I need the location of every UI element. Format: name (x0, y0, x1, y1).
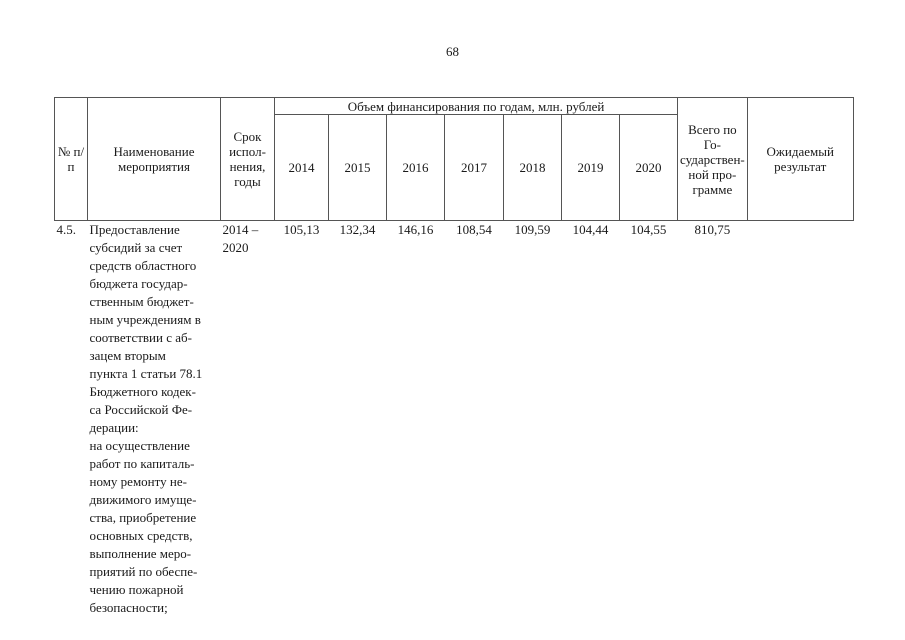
description-line: субсидий за счет (89, 240, 183, 255)
description-line: ным учреждениям в (89, 312, 201, 327)
table-row (55, 221, 854, 618)
description-line: зацем вторым (89, 348, 166, 363)
row-description (88, 221, 221, 618)
page-number: 68 (446, 44, 459, 59)
description-line: соответствии с аб- (89, 330, 192, 345)
header-year-2020: 2020 (620, 115, 678, 221)
header-expected-result: Ожидаемый результат (747, 98, 853, 221)
header-name: Наименование мероприятия (88, 98, 221, 221)
description-line: са Российской Фе- (89, 402, 193, 417)
header-year-2015: 2015 (329, 115, 387, 221)
description-line: движимого имуще- (89, 492, 197, 507)
header-total: Всего по Го- сударствен- ной про- грамме (678, 98, 748, 221)
description-line: чению пожарной (89, 582, 184, 597)
description-line: на осуществление (89, 438, 190, 453)
description-line: пункта 1 статьи 78.1 (89, 366, 203, 381)
value-2018: 109,59 (514, 222, 551, 237)
value-2017: 108,54 (456, 222, 492, 237)
description-line: безопасности; (89, 600, 168, 615)
description-line: дерации: (89, 420, 139, 435)
description-line: работ по капиталь- (89, 456, 195, 471)
value-2019: 104,44 (572, 222, 609, 237)
description-line: основных средств, (89, 528, 193, 543)
header-number: № п/п (55, 98, 88, 221)
value-2020: 104,55 (630, 222, 667, 237)
description-line: приятий по обеспе- (89, 564, 198, 579)
header-year-2016: 2016 (387, 115, 445, 221)
value-total: 810,75 (694, 222, 731, 237)
row-period: 2014 – 2020 (222, 222, 259, 255)
description-line: ства, приобретение (89, 510, 197, 525)
description-line: ному ремонту не- (89, 474, 187, 489)
row-code: 4.5. (56, 222, 76, 237)
description-line: Бюджетного кодек- (89, 384, 196, 399)
header-year-2017: 2017 (445, 115, 504, 221)
description-line: выполнение меро- (89, 546, 192, 561)
header-term: Срок испол- нения, годы (221, 98, 275, 221)
value-2014: 105,13 (283, 222, 320, 237)
header-year-2014: 2014 (275, 115, 329, 221)
header-financing-by-year: Объем финансирования по годам, млн. рублей (275, 98, 678, 115)
financing-table (54, 97, 854, 617)
header-year-2018: 2018 (504, 115, 562, 221)
description-line: Предоставление (89, 222, 180, 237)
header-year-2019: 2019 (562, 115, 620, 221)
description-line: бюджета государ- (89, 276, 188, 291)
description-line: средств областного (89, 258, 197, 273)
row-expected-result (747, 221, 853, 618)
description-line: ственным бюджет- (89, 294, 194, 309)
value-2016: 146,16 (397, 222, 434, 237)
value-2015: 132,34 (339, 222, 376, 237)
